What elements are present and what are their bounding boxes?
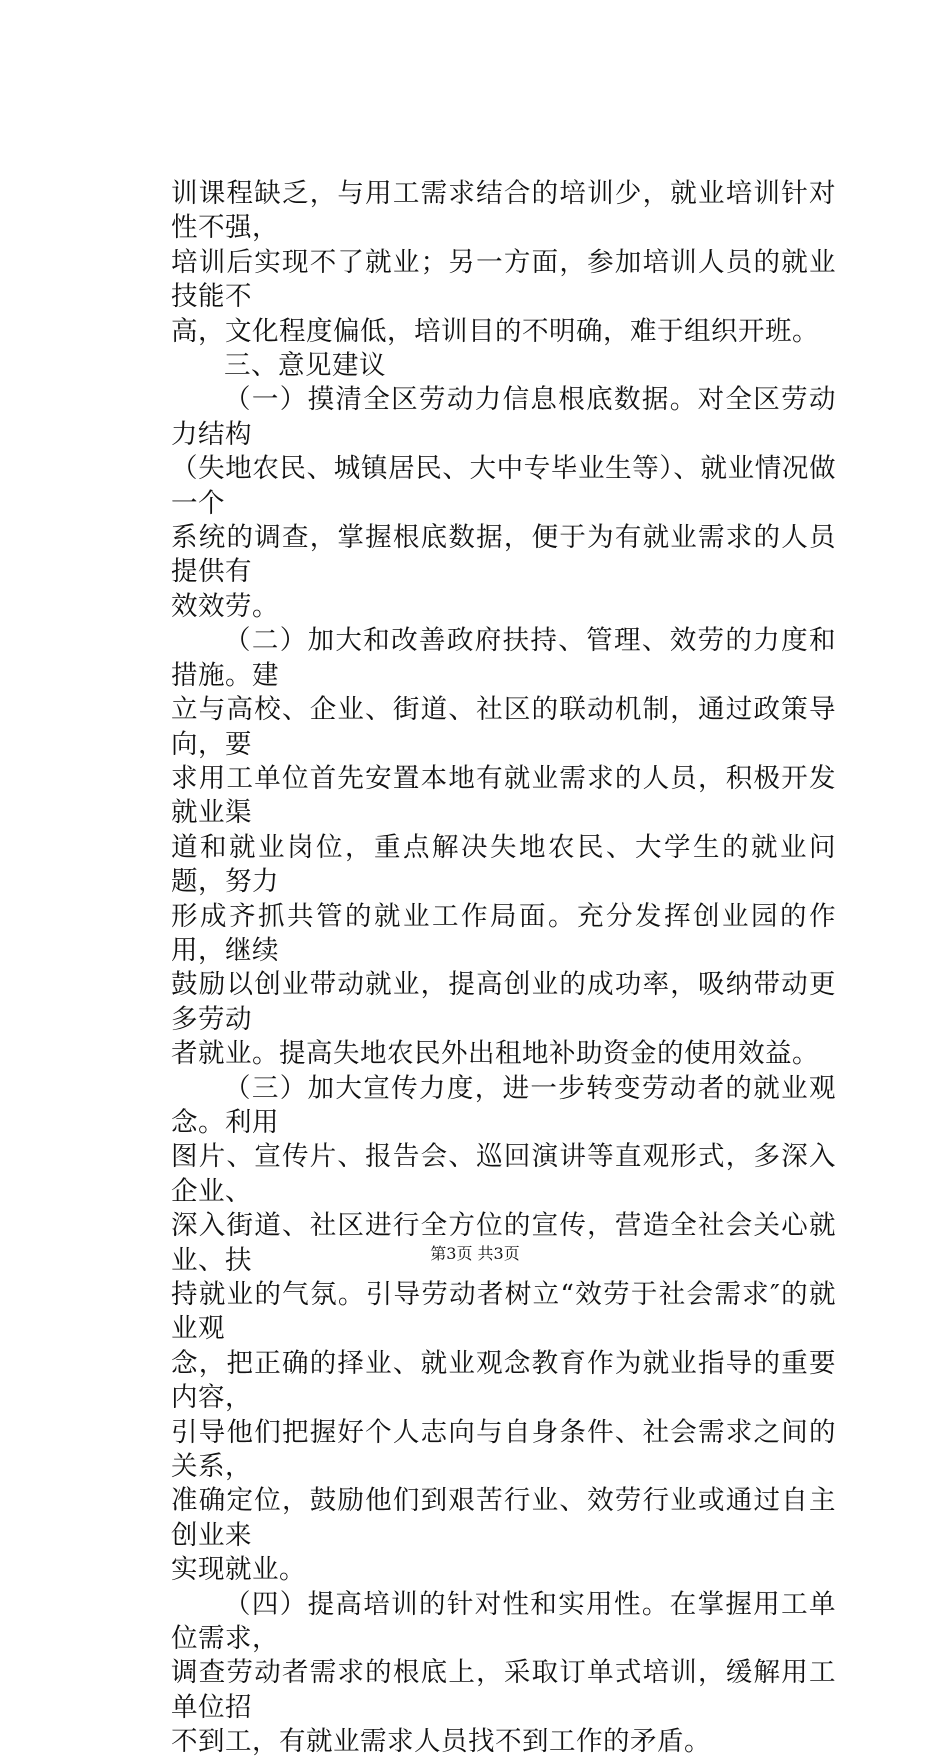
line: 调查劳动者需求的根底上，采取订单式培训，缓解用工单位招 [171,1657,836,1723]
line: 准确定位，鼓励他们到艰苦行业、效劳行业或通过自主创业来 [171,1485,836,1551]
line: 者就业。提高失地农民外出租地补助资金的使用效益。 [171,1038,819,1070]
line: 培训后实现不了就业；另一方面，参加培训人员的就业技能不 [171,246,836,313]
line: （三）加大宣传力度，进一步转变劳动者的就业观念。利用 [171,1072,836,1138]
page-footer [0,1244,950,1264]
heading-text: 三、意见建议 [224,350,386,382]
line: 道和就业岗位，重点解决失地农民、大学生的就业问题，努力 [171,831,836,898]
line: 高，文化程度偏低，培训目的不明确，难于组织开班。 [171,315,819,347]
line: 不到工，有就业需求人员找不到工作的矛盾。 [171,1726,711,1758]
document-body [171,177,836,1760]
section-heading [171,349,836,383]
line: （四）提高培训的针对性和实用性。在掌握用工单位需求， [171,1588,836,1655]
line: 深入街道、社区进行全方位的宣传，营造全社会关心就业、扶 [171,1210,836,1276]
line: （失地农民、城镇居民、大中专毕业生等）、就业情况做一个 [171,453,836,519]
line: 立与高校、企业、街道、社区的联动机制，通过政策导向，要 [171,694,836,760]
line: 训课程缺乏，与用工需求结合的培训少，就业培训针对性不强， [171,178,836,244]
paragraph-item-2 [171,624,836,1071]
paragraph-item-3 [171,1072,836,1588]
line: （二）加大和改善政府扶持、管理、效劳的力度和措施。建 [171,625,836,691]
paragraph-item-4 [171,1588,836,1760]
line: 鼓励以创业带动就业，提高创业的成功率，吸纳带动更多劳动 [171,969,836,1035]
line: 形成齐抓共管的就业工作局面。充分发挥创业园的作用，继续 [171,900,836,966]
line: 引导他们把握好个人志向与自身条件、社会需求之间的关系， [171,1416,836,1483]
line: 实现就业。 [171,1554,306,1586]
paragraph-continuation [171,177,836,349]
line: 效效劳。 [171,590,279,622]
line: 图片、宣传片、报告会、巡回演讲等直观形式，多深入企业、 [171,1141,836,1207]
line: 持就业的气氛。引导劳动者树立“效劳于社会需求″的就业观 [171,1279,836,1345]
line: 求用工单位首先安置本地有就业需求的人员，积极开发就业渠 [171,762,836,829]
paragraph-item-1 [171,383,836,624]
page-number: 第3页 共3页 [430,1244,520,1263]
line: 念，把正确的择业、就业观念教育作为就业指导的重要内容， [171,1347,836,1414]
line: 系统的调查，掌握根底数据，便于为有就业需求的人员提供有 [171,522,836,588]
line: （一）摸清全区劳动力信息根底数据。对全区劳动力结构 [171,384,836,450]
